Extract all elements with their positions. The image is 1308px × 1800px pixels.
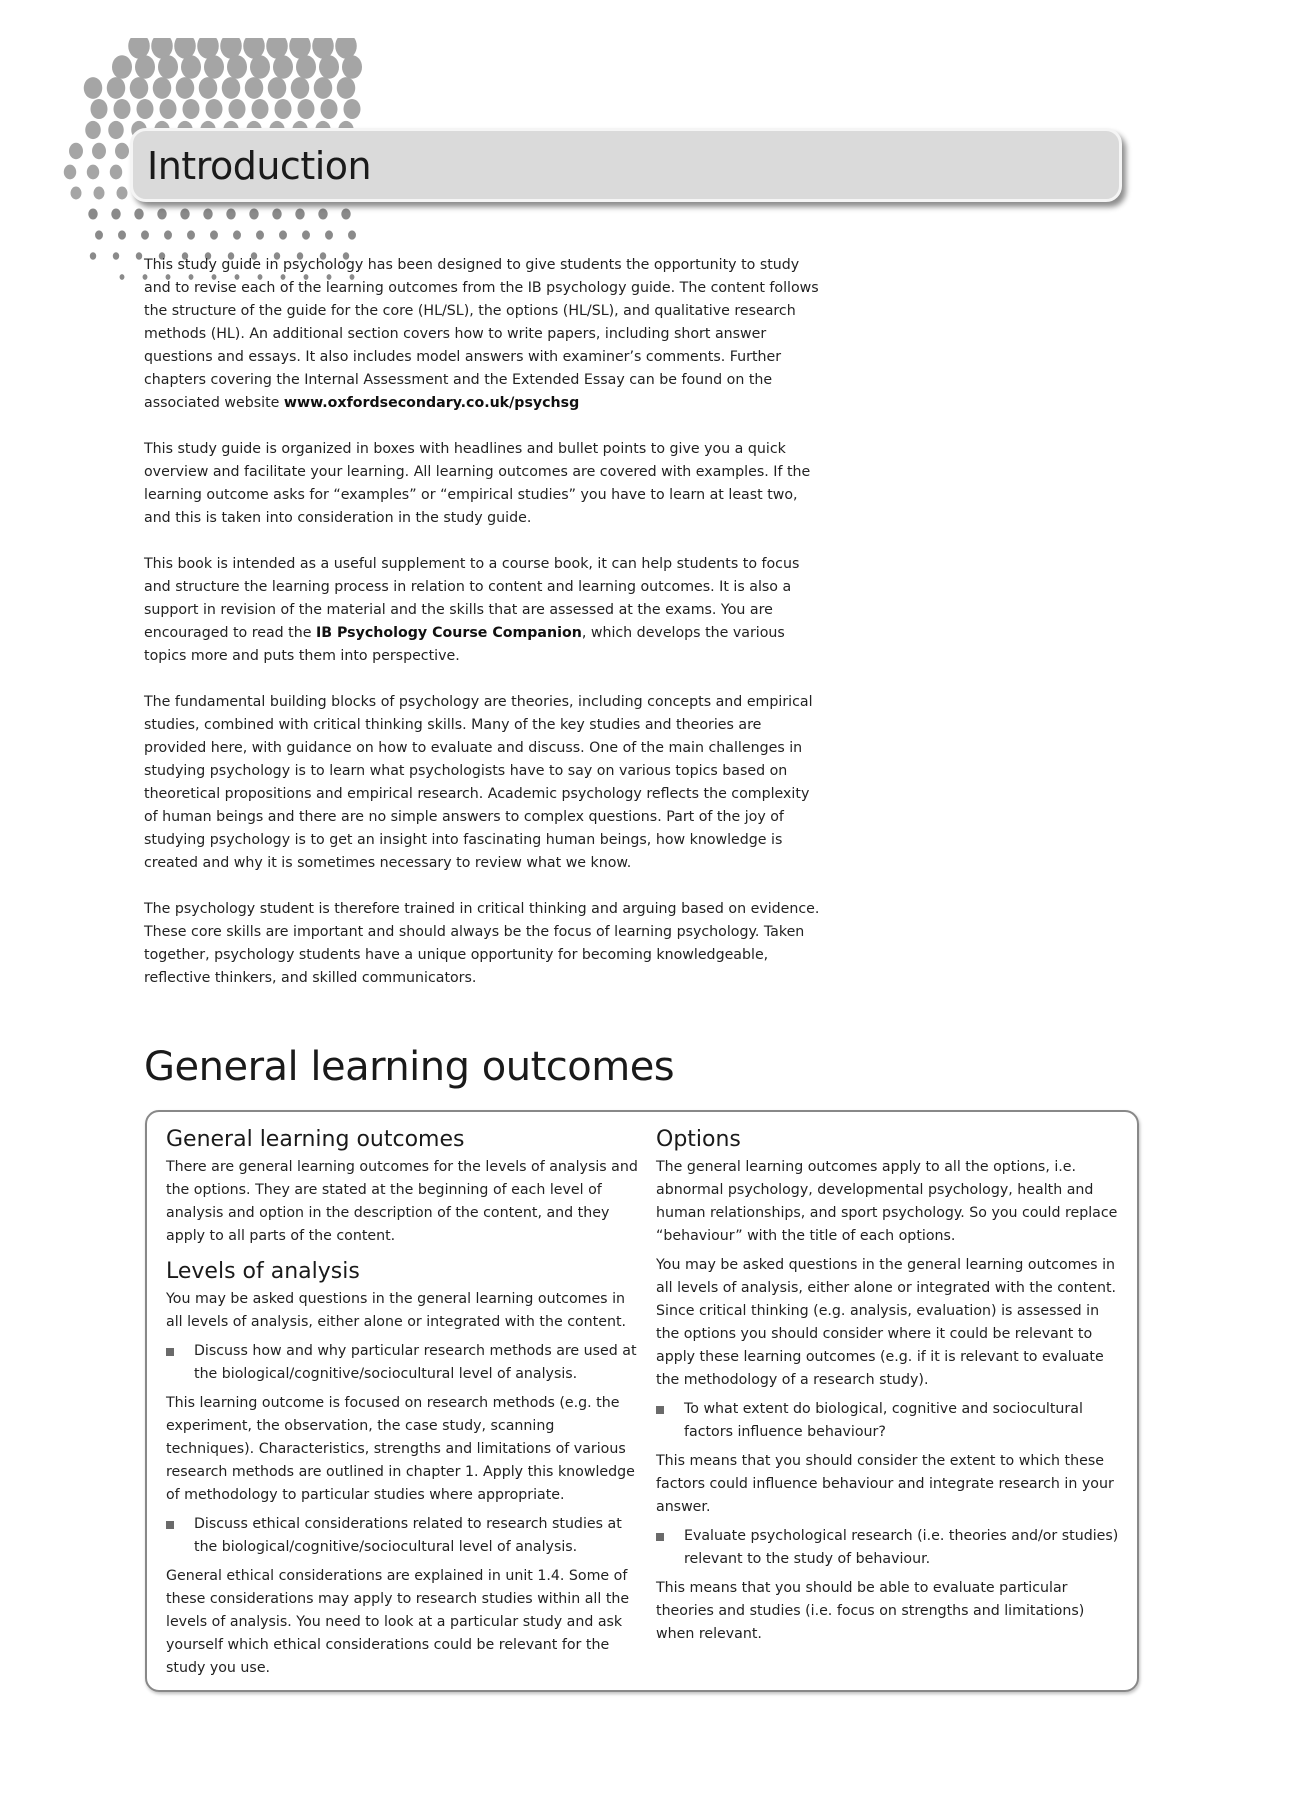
right-paragraph-2: You may be asked questions in the general learning outcomes in all levels of analysis, either alone or integrated with the content. Since critical thinking (e.g. analysis, evaluation) is assessed in the options you should consider where it could be relevant to apply these learning outcomes (e.g. if it is relevant to evaluate the methodology of a research study). bbox=[656, 1257, 1117, 1388]
intro-paragraph-3: This book is intended as a useful supplement to a course book, it can help students to focus and structure the learning process in relation to content and learning outcomes. It is also a support in revision of the material and the skills that are assessed at the exams. You are encouraged to read the IB Psychology Course Companion, which develops the various topics more and puts them into perspective. bbox=[144, 556, 800, 664]
section-title: General learning outcomes bbox=[144, 1044, 675, 1090]
left-paragraph-4: General ethical considerations are explained in unit 1.4. Some of these considerations may apply to research studies within all the levels of analysis. You need to look at a particular study and ask yourself which ethical considerations could be relevant for the study you use. bbox=[166, 1568, 630, 1676]
learning-outcomes-box bbox=[145, 1110, 1139, 1692]
left-paragraph-3: This learning outcome is focused on research methods (e.g. the experiment, the observation, the case study, scanning techniques). Characteristics, strengths and limitations of various research methods are outlined in chapter 1. Apply this knowledge of methodology to particular studies where appropriate. bbox=[166, 1395, 635, 1503]
bullet-square-icon bbox=[166, 1521, 174, 1529]
left-bullet-2: Discuss ethical considerations related to research studies at the biological/cognitive/sociocultural level of analysis. bbox=[166, 1513, 638, 1559]
chapter-title-bar bbox=[130, 128, 1122, 202]
intro-paragraph-5: The psychology student is therefore trained in critical thinking and arguing based on evidence. These core skills are important and should always be the focus of learning psychology. Taken together, psychology students have a unique opportunity for becoming knowledgeable, reflective thinkers, and skilled communicators. bbox=[144, 901, 820, 986]
left-paragraph-1: There are general learning outcomes for the levels of analysis and the options. They are stated at the beginning of each level of analysis and option in the description of the content, and they apply to all parts of the content. bbox=[166, 1159, 638, 1244]
right-column bbox=[656, 1126, 1124, 1652]
right-bullet-2: Evaluate psychological research (i.e. theories and/or studies) relevant to the study of behaviour. bbox=[656, 1525, 1124, 1571]
website-link[interactable]: www.oxfordsecondary.co.uk/psychsg bbox=[283, 395, 580, 411]
left-column bbox=[166, 1126, 638, 1686]
heading-general-learning-outcomes: General learning outcomes bbox=[166, 1127, 465, 1152]
intro-paragraph-1: This study guide in psychology has been designed to give students the opportunity to study and to revise each of the learning outcomes from the IB psychology guide. The content follows the structure of the guide for the core (HL/SL), the options (HL/SL), and qualitative research methods (HL). An additional section covers how to write papers, including short answer questions and essays. It also includes model answers with examiner’s comments. Further chapters covering the Internal Assessment and the Extended Essay can be found on the associated website www.oxfordsecondary.co.uk/psychsg bbox=[144, 257, 819, 411]
heading-levels-of-analysis: Levels of analysis bbox=[166, 1259, 360, 1284]
right-bullet-1: To what extent do biological, cognitive and sociocultural factors influence behaviour? bbox=[656, 1398, 1124, 1444]
left-paragraph-2: You may be asked questions in the general learning outcomes in all levels of analysis, either alone or integrated with the content. bbox=[166, 1291, 627, 1330]
bullet-square-icon bbox=[656, 1533, 664, 1541]
course-companion-title: IB Psychology Course Companion bbox=[315, 625, 582, 641]
intro-text bbox=[144, 254, 820, 1013]
heading-options: Options bbox=[656, 1127, 741, 1152]
chapter-title: Introduction bbox=[147, 144, 372, 188]
right-paragraph-4: This means that you should be able to evaluate particular theories and studies (i.e. focus on strengths and limitations) when relevant. bbox=[656, 1580, 1085, 1642]
bullet-square-icon bbox=[166, 1348, 174, 1356]
bullet-square-icon bbox=[656, 1406, 664, 1414]
right-paragraph-1: The general learning outcomes apply to all the options, i.e. abnormal psychology, developmental psychology, health and human relationships, and sport psychology. So you could replace “behaviour” with the title of each options. bbox=[656, 1159, 1118, 1244]
intro-paragraph-4: The fundamental building blocks of psychology are theories, including concepts and empirical studies, combined with critical thinking skills. Many of the key studies and theories are provided here, with guidance on how to evaluate and discuss. One of the main challenges in studying psychology is to learn what psychologists have to say on various topics based on theoretical propositions and empirical research. Academic psychology reflects the complexity of human beings and there are no simple answers to complex questions. Part of the joy of studying psychology is to get an insight into fascinating human beings, how knowledge is created and why it is sometimes necessary to review what we know. bbox=[144, 694, 813, 871]
right-paragraph-3: This means that you should consider the extent to which these factors could influence behaviour and integrate research in your answer. bbox=[656, 1453, 1114, 1515]
intro-paragraph-2: This study guide is organized in boxes with headlines and bullet points to give you a quick overview and facilitate your learning. All learning outcomes are covered with examples. If the learning outcome asks for “examples” or “empirical studies” you have to learn at least two, and this is taken into consideration in the study guide. bbox=[144, 441, 811, 526]
left-bullet-1: Discuss how and why particular research methods are used at the biological/cognitive/sociocultural level of analysis. bbox=[166, 1340, 638, 1386]
